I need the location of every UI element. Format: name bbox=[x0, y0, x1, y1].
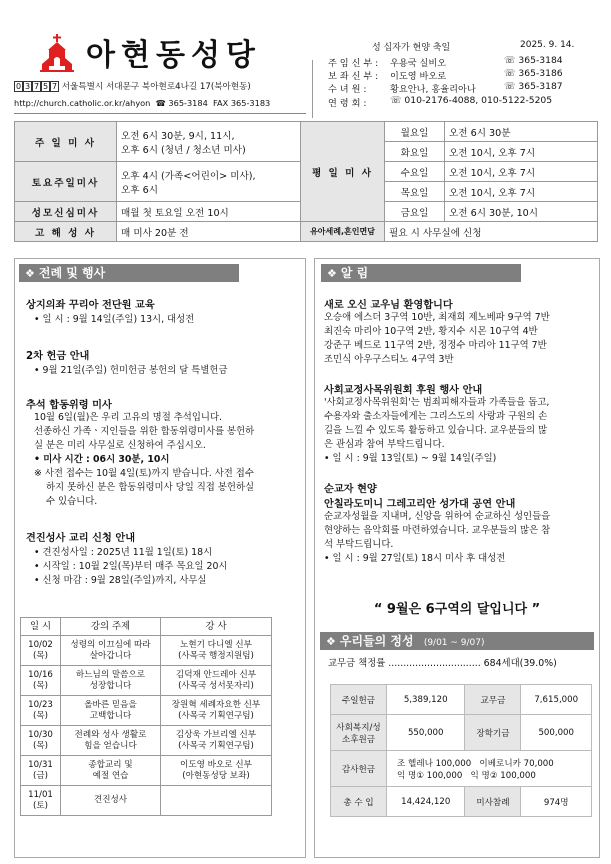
diamond-icon: ❖ bbox=[25, 267, 35, 280]
item-title: 견진성사 교리 신청 안내 bbox=[26, 533, 136, 544]
lecture-table bbox=[20, 617, 272, 816]
staff-row: 수 녀 원 : 황요안나, 홍율리아나 ☏ 365-3187 bbox=[328, 81, 563, 96]
weekday-day: 수요일 bbox=[385, 162, 445, 182]
item-line: '사회교정사목위원회'는 범죄피해자들과 가족들을 돕고, bbox=[324, 397, 550, 408]
church-logo-icon bbox=[40, 34, 74, 72]
diamond-icon: ❖ bbox=[327, 267, 337, 280]
sunday-mass-times: 오전 6시 30분, 9시, 11시, 오후 6시 (청년 / 청소년 미사) bbox=[117, 122, 301, 162]
notice-content bbox=[324, 296, 596, 566]
table-row: 총 수 입 14,424,120 미사참례 974명 bbox=[331, 787, 592, 817]
weekday-mass-label: 평 일 미 사 bbox=[301, 122, 385, 222]
liturgy-section-header: ❖ 전례 및 행사 bbox=[19, 264, 239, 282]
phone: ☎ 365-3184 bbox=[155, 98, 208, 108]
item-line: • 신청 마감 : 9월 28일(주일)까지, 사무실 bbox=[34, 575, 207, 586]
staff-list bbox=[328, 55, 598, 108]
item-line: 실 분은 미리 사무실로 신청하여 주십시오. bbox=[34, 440, 206, 451]
item-line: • 일 시 : 9월 14일(주일) 13시, 대성전 bbox=[34, 314, 195, 325]
table-header: 일 시 bbox=[21, 618, 61, 636]
diamond-icon: ❖ bbox=[326, 635, 336, 648]
address-text: 서울특별시 서대문구 북아현로4나길 17(북아현동) bbox=[61, 82, 251, 92]
tithe-rate: 교무금 책정률 ............................... 684세대(39.0%) bbox=[328, 658, 557, 669]
item-title: 순교자 현양 bbox=[324, 484, 377, 495]
notice-section-header: ❖ 알 림 bbox=[321, 264, 521, 282]
item-line: 10월 6일(월)은 우리 고유의 명절 추석입니다. bbox=[34, 412, 222, 423]
month-slogan: “ 9월은 6구역의 달입니다 ” bbox=[373, 602, 541, 617]
staff-divider bbox=[312, 60, 313, 118]
saturday-mass-times: 오후 4시 (가족<어린이> 미사), 오후 6시 bbox=[117, 162, 301, 202]
staff-row: 보 좌 신 부 : 이도영 바오로 ☏ 365-3186 bbox=[328, 68, 563, 83]
item-line: 최진숙 마리아 10구역 2반, 황지수 시몬 10구역 4반 bbox=[324, 326, 538, 337]
address bbox=[14, 80, 251, 92]
item-line: 길을 느낄 수 있도록 활동하고 있습니다. 교우분들의 많 bbox=[324, 425, 548, 436]
fax: FAX 365-3183 bbox=[213, 98, 271, 108]
weekday-time: 오전 6시 30분 bbox=[445, 122, 598, 142]
staff-row: 연 령 회 : ☏ 010-2176-4088, 010-5122-5205 bbox=[328, 94, 553, 109]
item-line: 은 관심과 참여 부탁드립니다. bbox=[324, 439, 445, 450]
table-row: 10/23 (목) 올바른 믿음을 고백합니다 장원혁 세례자요한 신부 (사목국 기획연구팀) bbox=[21, 696, 272, 726]
baptism-label: 유아세례,혼인면담 bbox=[301, 222, 385, 242]
item-line: ※ 사전 접수는 10월 4일(토)까지 받습니다. 사전 접수 bbox=[34, 468, 254, 479]
staff-row: 주 임 신 부 : 우용국 실비오 ☏ 365-3184 bbox=[328, 55, 563, 69]
table-row: 주일헌금 5,389,120 교무금 7,615,000 bbox=[331, 685, 592, 715]
website-link[interactable]: http://church.catholic.or.kr/ahyon bbox=[14, 98, 151, 108]
weekday-day: 목요일 bbox=[385, 182, 445, 202]
item-line: 하지 못하신 분은 합동위령미사 당일 직접 봉헌하실 bbox=[46, 482, 255, 493]
contact-line bbox=[14, 98, 270, 108]
header-divider bbox=[14, 113, 306, 114]
item-title: 사회교정사목위원회 후원 행사 안내 bbox=[324, 385, 483, 396]
sunday-mass-label: 주 일 미 사 bbox=[15, 122, 117, 162]
weekday-time: 오전 6시 30분, 10시 bbox=[445, 202, 598, 222]
offering-table bbox=[330, 684, 592, 817]
bulletin-date: 2025. 9. 14. bbox=[520, 40, 575, 50]
holyhour-time: 매월 첫 토요일 오전 10시 bbox=[117, 202, 301, 222]
item-line: 오승애 에스더 3구역 10반, 최재희 제노베파 9구역 7반 bbox=[324, 312, 550, 323]
item-line: 순교자성월을 지내며, 신앙을 위하여 순교하신 성인들을 bbox=[324, 511, 551, 522]
item-line: • 미사 시간 : 06시 30분, 10시 bbox=[34, 454, 170, 465]
item-line: • 견진성사일 : 2025년 11월 1일(토) 18시 bbox=[34, 547, 213, 558]
item-title: 새로 오신 교우님 환영합니다 bbox=[324, 300, 453, 311]
item-title: 추석 합동위령 미사 bbox=[26, 400, 112, 411]
zip-code: 0 3 7 5 7 bbox=[15, 82, 58, 91]
item-line: 선종하신 가족ㆍ지인들을 위한 합동위령미사를 봉헌하 bbox=[34, 426, 255, 437]
feast-title: 성 십자가 현양 축일 bbox=[372, 43, 451, 53]
weekday-time: 오전 10시, 오후 7시 bbox=[445, 142, 598, 162]
holyhour-label: 성모신심미사 bbox=[15, 202, 117, 222]
table-header: 강 사 bbox=[161, 618, 272, 636]
table-row: 10/30 (목) 전례와 성사 생활로 힘을 얻습니다 김상욱 가브리엘 신부 (사목국 기획연구팀) bbox=[21, 726, 272, 756]
weekday-day: 화요일 bbox=[385, 142, 445, 162]
item-title: 2차 헌금 안내 bbox=[26, 351, 90, 362]
weekday-day: 월요일 bbox=[385, 122, 445, 142]
table-row: 11/01 (토) 견진성사 bbox=[21, 786, 272, 816]
item-line: 조민식 아우구스티노 4구역 3반 bbox=[324, 354, 454, 365]
table-row: 사회복지/성소후원금 550,000 장학기금 500,000 bbox=[331, 715, 592, 751]
weekday-day: 금요일 bbox=[385, 202, 445, 222]
table-row: 10/16 (목) 하느님의 말씀으로 성장합니다 김덕재 안드레아 신부 (사목국 성서못자리) bbox=[21, 666, 272, 696]
table-header: 강의 주제 bbox=[61, 618, 161, 636]
item-line: • 일 시 : 9월 13일(토) ~ 9월 14일(주일) bbox=[324, 453, 497, 464]
item-line: • 일 시 : 9월 27일(토) 18시 미사 후 대성전 bbox=[324, 553, 506, 564]
item-subtitle: 안칠라도미니 그레고리안 성가대 공연 안내 bbox=[324, 499, 516, 510]
weekday-time: 오전 10시, 오후 7시 bbox=[445, 182, 598, 202]
saturday-mass-label: 토요주일미사 bbox=[15, 162, 117, 202]
item-line: 석 부탁드립니다. bbox=[324, 539, 394, 550]
item-line: • 시작일 : 10월 2일(목)부터 매주 목요일 20시 bbox=[34, 561, 228, 572]
table-row: 10/02 (목) 성령의 이끄심에 따라 살아갑니다 노현기 다니엘 신부 (사목국 행정지원팀) bbox=[21, 636, 272, 666]
confession-label: 고 해 성 사 bbox=[15, 222, 117, 242]
item-line: 수 있습니다. bbox=[46, 496, 98, 507]
item-title: 상지의좌 꾸리아 전단원 교육 bbox=[26, 300, 155, 311]
item-line: • 9월 21일(주일) 헌미헌금 봉헌의 달 특별헌금 bbox=[34, 365, 228, 376]
item-line: 수용자와 출소자들에게는 그리스도의 사랑과 구원의 손 bbox=[324, 411, 548, 422]
baptism-info: 필요 시 사무실에 신청 bbox=[385, 222, 598, 242]
table-row: 10/31 (금) 종합교리 및 예절 연습 이도영 바오로 신부 (아현동성당 보좌) bbox=[21, 756, 272, 786]
offering-section-header: ❖ 우리들의 정성 (9/01 ~ 9/07) bbox=[320, 632, 594, 650]
page-title: 아현동성당 bbox=[86, 38, 261, 73]
mass-schedule-table bbox=[14, 121, 598, 242]
item-line: 현양하는 음악회를 마련하였습니다. 교우분들의 많은 참 bbox=[324, 525, 551, 536]
confession-time: 매 미사 20분 전 bbox=[117, 222, 301, 242]
liturgy-content bbox=[26, 296, 298, 588]
table-row: 감사헌금 조 헬레나 100,000 이베로니카 70,000 익 명① 100,000 익 명② 100,000 bbox=[331, 751, 592, 787]
weekday-time: 오전 10시, 오후 7시 bbox=[445, 162, 598, 182]
item-line: 강준구 베드로 11구역 2반, 정정수 마리아 11구역 7반 bbox=[324, 340, 547, 351]
